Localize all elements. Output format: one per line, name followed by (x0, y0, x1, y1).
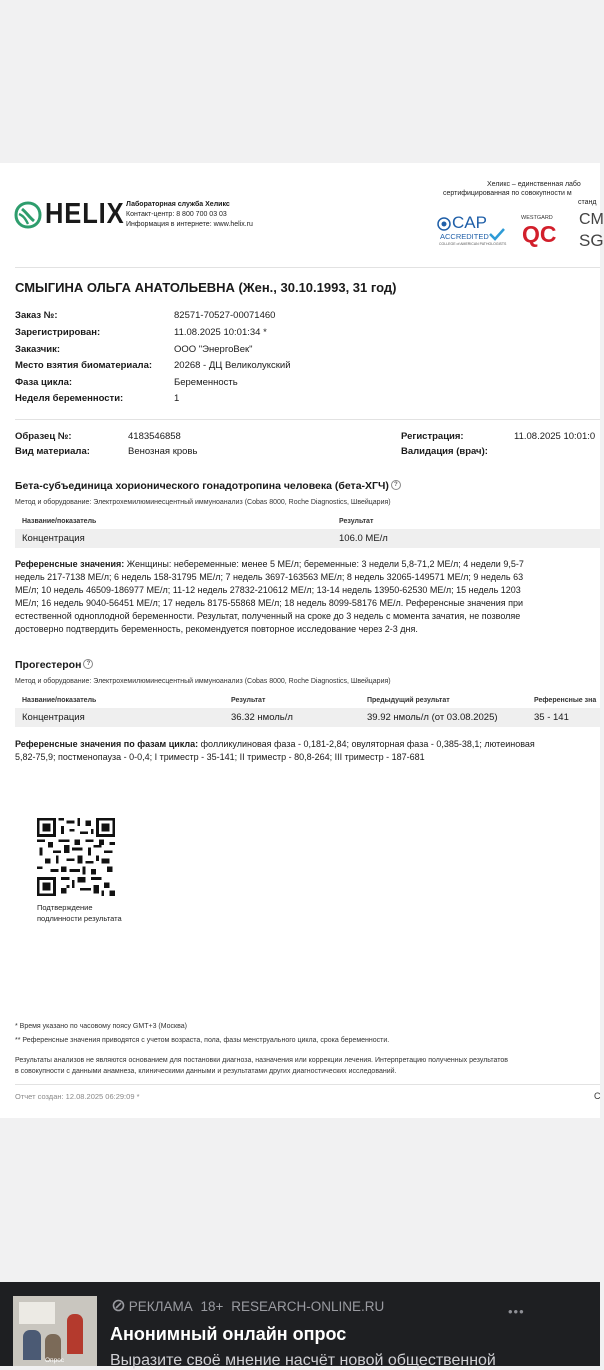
progesterone-ref-text-1: фолликулиновая фаза - 0,181-2,84; овуляторная фаза - 0,385-38,1; лютеиновая (200, 739, 535, 749)
cert-line-3: станд (578, 199, 597, 206)
checkmark-icon (489, 228, 505, 240)
sgs-text-top: CM (579, 211, 604, 228)
registration-label: Регистрация: (401, 431, 464, 442)
progesterone-col-result: Результат (231, 697, 266, 704)
helix-logo (13, 198, 125, 234)
ad-label: РЕКЛАМА (128, 1299, 193, 1314)
hcg-ref-line (15, 558, 600, 571)
helix-logo-icon (13, 200, 43, 230)
help-icon[interactable]: ? (391, 480, 401, 490)
ad-thumbnail-board (19, 1302, 55, 1324)
pregnancy-week-label: Неделя беременности: (15, 393, 124, 404)
hcg-ref-text-6: достоверно подтвердить беременность, рекомендуется повторное исследование через 2-3 дня. (15, 624, 418, 634)
progesterone-ref-line (15, 738, 600, 751)
ad-thumbnail-caption: Опрос (45, 1357, 65, 1364)
sgs-badge (577, 211, 604, 255)
progesterone-title (15, 659, 93, 671)
hcg-ref-text-1: Женщины: небеременные: менее 5 МЕ/л; беременные: 3 недели 5,8-71,2 МЕ/л; 4 недели 9,5-7 (126, 559, 524, 569)
ad-thumbnail[interactable] (13, 1296, 97, 1366)
ad-title[interactable]: Анонимный онлайн опрос (110, 1324, 347, 1344)
sample-number-value: 4183546858 (128, 431, 181, 442)
material-value: Венозная кровь (128, 446, 198, 457)
ad-thumbnail-person (67, 1314, 83, 1354)
progesterone-col-name: Название/показатель (22, 697, 97, 704)
ad-thumbnail-person (23, 1330, 41, 1360)
cap-text: CAP (452, 213, 487, 232)
hcg-ref-text-2: недель 217-7138 МЕ/л; 6 недель 158-31795 МЕ/л; 7 недель 3697-163563 МЕ/л; 8 недель 32065-149571 МЕ/л; 9 недель 63 (15, 572, 524, 582)
cycle-phase-label: Фаза цикла: (15, 377, 73, 388)
cap-badge-icon (437, 217, 451, 231)
progesterone-row-name: Концентрация (22, 712, 85, 723)
westgard-badge (519, 215, 563, 251)
progesterone-col-prev: Предыдущий результат (367, 697, 450, 704)
lab-phone: Контакт-центр: 8 800 700 03 03 (126, 211, 227, 218)
hcg-ref-text-3: МЕ/л; 10 недель 46509-186977 МЕ/л; 11-12 недель 27832-210612 МЕ/л; 13-14 недель 13950-62530 МЕ/л; 15 недель 1203 (15, 585, 521, 595)
footnote-reference: ** Референсные значения приводятся с учетом возраста, пола, фазы менструального цикла, срока беременности. (15, 1037, 390, 1044)
disclaimer-line-2: в совокупности с данными анамнеза, клиническими данными и результатами других диагностических исследований. (15, 1068, 397, 1075)
divider (15, 267, 600, 268)
page-mark: С (594, 1091, 601, 1101)
progesterone-row-prev: 39.92 нмоль/л (от 03.08.2025) (367, 712, 498, 723)
progesterone-reference (15, 738, 600, 764)
sample-number-label: Образец №: (15, 431, 72, 442)
order-value: 82571-70527-00071460 (174, 310, 276, 321)
footnote-timezone: * Время указано по часовому поясу GMT+3 (Москва) (15, 1023, 187, 1030)
hcg-title-text: Бета-субъединица хорионического гонадотропина человека (бета-ХГЧ) (15, 480, 389, 492)
table-row (15, 529, 600, 548)
divider (15, 419, 600, 420)
patient-header: СМЫГИНА ОЛЬГА АНАТОЛЬЕВНА (Жен., 30.10.1993, 31 год) (15, 280, 397, 295)
registration-value: 11.08.2025 10:01:0 (514, 431, 596, 442)
ad-age: 18+ (200, 1299, 224, 1314)
progesterone-col-ref: Референсные зна (534, 697, 597, 704)
cert-line-2: сертифицированная по совокупности м (443, 190, 572, 197)
progesterone-title-text: Прогестерон (15, 659, 82, 671)
customer-value: ООО "ЭнергоВек" (174, 344, 253, 355)
progesterone-ref-text-2: 5,82-75,9; постменопауза - 0-0,4; I триместр - 35-141; II триместр - 80,8-264; III триместр - 187-681 (15, 752, 425, 762)
hcg-ref-text-5: естественной одноплодной беременности. Результат, полученный на сроке до 3 недель с момента зачатия, не позволяе (15, 611, 521, 621)
hcg-ref-label: Референсные значения: (15, 559, 125, 569)
qc-text: QC (522, 221, 557, 247)
cert-line-1: Хеликс – единственная лабо (487, 181, 581, 188)
ad-domain[interactable]: RESEARCH-ONLINE.RU (231, 1299, 385, 1314)
table-row (15, 708, 600, 727)
material-label: Вид материала: (15, 446, 90, 457)
hcg-col-result: Результат (339, 518, 374, 525)
order-label: Заказ №: (15, 310, 58, 321)
report-created: Отчет создан: 12.08.2025 06:29:09 * (15, 1092, 140, 1101)
help-icon[interactable]: ? (83, 659, 93, 669)
report-sheet (0, 163, 604, 1118)
ad-banner[interactable] (0, 1282, 600, 1369)
divider (15, 1084, 600, 1085)
ad-menu-icon[interactable]: ••• (508, 1304, 525, 1319)
hcg-reference (15, 558, 600, 636)
westgard-text: WESTGARD (521, 215, 553, 221)
ad-meta (112, 1299, 384, 1314)
hcg-col-name: Название/показатель (22, 518, 97, 525)
qr-caption-1: Подтверждение (37, 903, 93, 912)
helix-logo-text: HELIX (45, 198, 125, 230)
ad-link-icon (112, 1299, 125, 1312)
registered-label: Зарегистрирован: (15, 327, 101, 338)
disclaimer-line-1: Результаты анализов не являются основанием для постановки диагноза, назначения или коррекции лечения. Интерпретацию полученных результатов (15, 1057, 508, 1064)
cap-tiny: COLLEGE of AMERICAN PATHOLOGISTS (439, 242, 507, 246)
registered-value: 11.08.2025 10:01:34 * (174, 327, 267, 338)
collection-place-label: Место взятия биоматериала: (15, 360, 153, 371)
top-blank-area (0, 0, 600, 163)
pregnancy-week-value: 1 (174, 393, 180, 404)
hcg-ref-text-4: МЕ/л; 16 недель 9040-56451 МЕ/л; 17 недель 8175-55868 МЕ/л; 18 недель 8099-58176 МЕ/л. Референсные значения при (15, 598, 524, 608)
hcg-row-name: Концентрация (22, 533, 85, 544)
customer-label: Заказчик: (15, 344, 61, 355)
progesterone-method: Метод и оборудование: Электрохемилюминесцентный иммуноанализ (Cobas 8000, Roche Diagnostics, Швейцария) (15, 678, 391, 685)
cap-badge (437, 215, 509, 249)
collection-place-value: 20268 - ДЦ Великолукский (174, 360, 291, 371)
progesterone-row-result: 36.32 нмоль/л (231, 712, 293, 723)
qr-code[interactable] (37, 818, 115, 896)
lab-site: Информация в интернете: www.helix.ru (126, 221, 253, 228)
validation-label: Валидация (врач): (401, 446, 488, 457)
cycle-phase-value: Беременность (174, 377, 238, 388)
hcg-row-result: 106.0 МЕ/л (339, 533, 388, 544)
qr-caption-2: подлинности результата (37, 914, 122, 923)
hcg-method: Метод и оборудование: Электрохемилюминесцентный иммуноанализ (Cobas 8000, Roche Diagnostics, Швейцария) (15, 499, 391, 506)
cap-accredited: ACCREDITED (440, 232, 489, 241)
hcg-title (15, 480, 401, 492)
progesterone-row-ref: 35 - 141 (534, 712, 569, 723)
lab-name: Лабораторная служба Хеликс (126, 201, 230, 208)
ad-subtitle: Выразите своё мнение насчёт новой общественной (110, 1352, 496, 1369)
progesterone-ref-label: Референсные значения по фазам цикла: (15, 739, 199, 749)
sgs-text-bottom: SG (579, 231, 604, 250)
